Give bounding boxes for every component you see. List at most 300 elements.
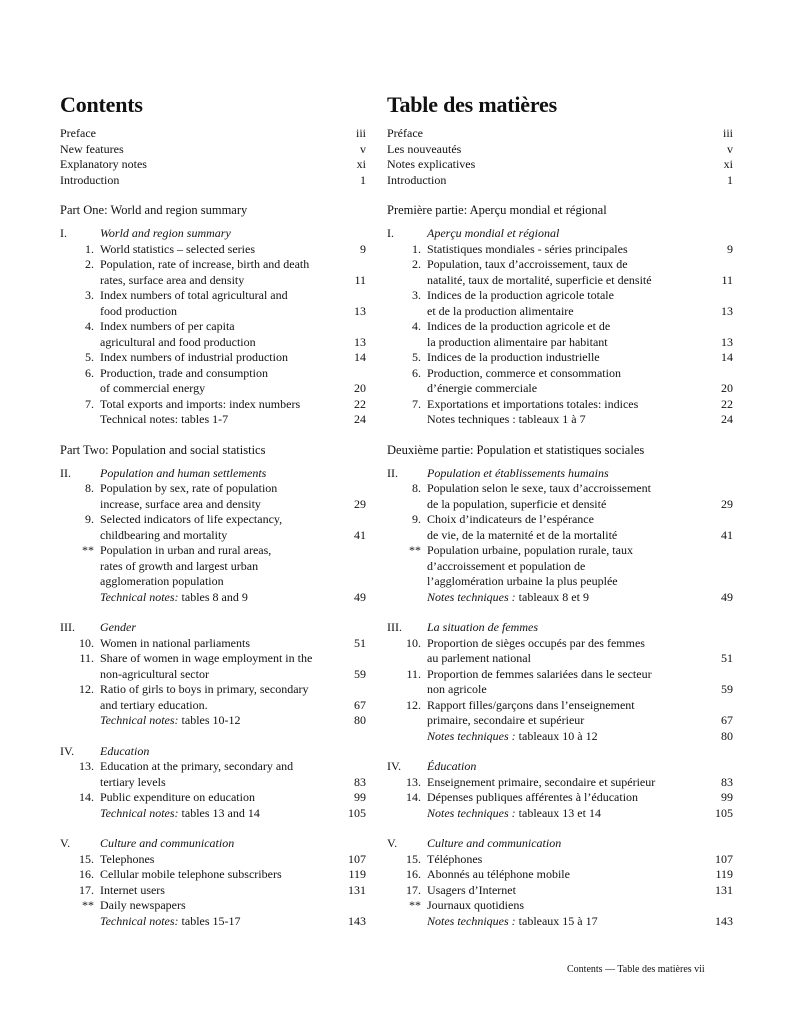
entry-number: 12. xyxy=(79,682,94,696)
toc-entry xyxy=(60,790,366,806)
technical-notes-entry xyxy=(387,729,733,745)
entry-title: Préface xyxy=(387,126,423,140)
entry-title: Introduction xyxy=(387,172,447,187)
entry-title-last-line xyxy=(427,273,733,289)
entry-number: 11. xyxy=(79,651,94,665)
section-title: World and region summary xyxy=(100,226,231,240)
page-number: 24 xyxy=(354,412,366,426)
technical-notes-tables: tableaux 10 à 12 xyxy=(515,728,598,743)
entry-body xyxy=(100,242,366,258)
entry-title-last-line xyxy=(100,397,366,413)
technical-notes-entry xyxy=(60,412,366,428)
toc-entry xyxy=(387,883,733,899)
entry-body xyxy=(427,481,733,512)
entry-number: 10. xyxy=(79,635,94,650)
page-number: 20 xyxy=(721,381,733,395)
entry-body xyxy=(427,852,733,868)
entry-title: Exportations et importations totales: indices xyxy=(427,396,639,411)
entry-title-line: Production, commerce et consommation xyxy=(427,365,621,380)
entry-title: au parlement national xyxy=(427,651,531,665)
entry-body xyxy=(427,412,733,428)
toc-entry xyxy=(387,257,733,288)
entry-title-last-line xyxy=(427,528,733,544)
entry-title-last-line xyxy=(100,350,366,366)
entry-title-last-line xyxy=(100,528,366,544)
entry-number: 10. xyxy=(406,635,421,650)
entry-title-line: Choix d’indicateurs de l’espérance xyxy=(427,512,594,526)
entry-title: New features xyxy=(60,141,124,156)
page-number: 49 xyxy=(354,589,366,604)
section-heading xyxy=(387,759,733,775)
section-number: II. xyxy=(387,465,398,480)
technical-notes-line xyxy=(100,914,366,930)
part-heading: Première partie: Aperçu mondial et régional xyxy=(387,203,607,217)
page-number: 107 xyxy=(348,851,366,866)
contents-title: Table des matières xyxy=(387,92,557,117)
entry-number: 8. xyxy=(412,481,421,495)
page-number: 41 xyxy=(354,527,366,542)
toc-entry xyxy=(60,481,366,512)
page-number: 119 xyxy=(715,867,733,881)
page-number: 105 xyxy=(715,805,733,820)
entry-body xyxy=(427,790,733,806)
toc-entry xyxy=(387,867,733,883)
toc-entry xyxy=(60,257,366,288)
section-heading xyxy=(60,744,366,760)
technical-notes-tables: tables 13 and 14 xyxy=(178,805,260,820)
entry-body xyxy=(100,806,366,822)
entry-title-line: Daily newspapers xyxy=(100,898,186,912)
entry-number-empty xyxy=(387,729,427,745)
entry-body xyxy=(100,759,366,790)
section-title: Population et établissements humains xyxy=(427,465,609,480)
section-number: I. xyxy=(60,226,67,240)
section-title: Aperçu mondial et régional xyxy=(427,226,560,240)
entry-body xyxy=(100,651,366,682)
entry-number-empty xyxy=(60,713,100,729)
technical-notes-tables: tables 15-17 xyxy=(178,913,241,928)
entry-title: et de la production alimentaire xyxy=(427,303,574,318)
front-matter-item xyxy=(60,157,366,173)
section-title: Education xyxy=(100,743,150,758)
entry-number: 17. xyxy=(79,882,94,897)
entry-title-last-line xyxy=(427,381,733,397)
entry-title-line: Education at the primary, secondary and xyxy=(100,759,294,773)
toc-entry xyxy=(387,775,733,791)
entry-body xyxy=(427,867,733,883)
page-number: 13 xyxy=(354,303,366,318)
page-number: 13 xyxy=(721,334,733,349)
entry-title: childbearing and mortality xyxy=(100,527,228,542)
page-number: 143 xyxy=(715,913,733,928)
toc-entry xyxy=(60,366,366,397)
section-heading xyxy=(60,620,366,636)
page-number: xi xyxy=(723,157,733,171)
entry-number-empty xyxy=(60,412,100,428)
entry-title-last-line xyxy=(427,335,733,351)
entry-number: 8. xyxy=(85,481,94,495)
entry-body xyxy=(427,242,733,258)
entry-title-line: Share of women in wage employment in the xyxy=(100,651,313,665)
page-number: 13 xyxy=(354,334,366,349)
entry-title-last-line xyxy=(427,883,733,899)
entry-title-line: Production, trade and consumption xyxy=(100,365,268,380)
entry-title-line: Population, rate of increase, birth and death xyxy=(100,257,310,271)
toc-entry xyxy=(60,512,366,543)
technical-notes-entry xyxy=(60,914,366,930)
section-number: V. xyxy=(387,836,398,850)
entry-number: 4. xyxy=(85,319,94,333)
page-number: 11 xyxy=(354,272,366,287)
section-number: I. xyxy=(387,226,394,240)
english-contents-column xyxy=(60,92,366,929)
toc-entry xyxy=(60,852,366,868)
front-matter-item xyxy=(60,142,366,158)
technical-notes-line xyxy=(427,914,733,930)
section-heading xyxy=(387,466,733,482)
entry-title: Introduction xyxy=(60,172,120,187)
entry-title: World statistics – selected series xyxy=(100,241,255,256)
front-matter-item xyxy=(387,173,733,189)
entry-title: Cellular mobile telephone subscribers xyxy=(100,867,282,881)
front-matter-item xyxy=(387,142,733,158)
entry-number: 13. xyxy=(406,774,421,789)
page-number: 51 xyxy=(721,651,733,665)
section-title: Gender xyxy=(100,620,136,634)
entry-title: d’énergie commerciale xyxy=(427,381,538,395)
page-number: 22 xyxy=(721,396,733,411)
technical-notes-tables: tables 10-12 xyxy=(178,713,241,727)
entry-title-last-line xyxy=(100,852,366,868)
entry-title-last-line xyxy=(427,242,733,258)
entry-body xyxy=(100,636,366,652)
entry-title-line: Population selon le sexe, taux d’accroissement xyxy=(427,481,651,495)
entry-number: 3. xyxy=(412,288,421,302)
toc-entry xyxy=(387,852,733,868)
entry-title-line: Journaux quotidiens xyxy=(427,898,524,912)
entry-number: 5. xyxy=(85,350,94,364)
section-number: III. xyxy=(387,620,402,634)
part-heading: Part One: World and region summary xyxy=(60,203,248,217)
toc-entry xyxy=(60,883,366,899)
entry-number: 9. xyxy=(412,512,421,526)
entry-title: Technical notes: tables 1-7 xyxy=(100,412,229,426)
entry-title: agricultural and food production xyxy=(100,334,256,349)
entry-title-last-line xyxy=(100,867,366,883)
part-heading: Part Two: Population and social statistics xyxy=(60,442,266,457)
entry-body xyxy=(427,350,733,366)
entry-body xyxy=(100,350,366,366)
technical-notes-entry xyxy=(387,914,733,930)
page-number: 29 xyxy=(354,496,366,511)
entry-title: Les nouveautés xyxy=(387,141,462,156)
entry-number: 2. xyxy=(412,257,421,271)
page-number: 13 xyxy=(721,303,733,318)
page-number: 24 xyxy=(721,412,733,426)
entry-number: 11. xyxy=(406,666,421,681)
page-number: 131 xyxy=(715,882,733,897)
entry-number: 15. xyxy=(406,851,421,866)
entry-body xyxy=(427,914,733,930)
entry-title-line: Rapport filles/garçons dans l’enseignement xyxy=(427,697,635,712)
toc-entry xyxy=(387,636,733,667)
entry-title-line: l’agglomération urbaine la plus peuplée xyxy=(427,574,618,588)
entry-title-line: Proportion de femmes salariées dans le secteur xyxy=(427,666,652,681)
front-matter-item xyxy=(60,126,366,142)
entry-title: Preface xyxy=(60,126,96,140)
toc-entry xyxy=(387,512,733,543)
entry-title-line: Index numbers of per capita xyxy=(100,319,235,333)
toc-entry xyxy=(60,543,366,590)
entry-title: primaire, secondaire et supérieur xyxy=(427,713,585,727)
entry-body xyxy=(100,288,366,319)
section-title: Culture and communication xyxy=(427,836,562,850)
entry-body xyxy=(427,898,733,914)
entry-title-line: Selected indicators of life expectancy, xyxy=(100,512,283,526)
entry-title: tertiary levels xyxy=(100,774,166,789)
entry-number: 12. xyxy=(406,697,421,712)
entry-body xyxy=(427,636,733,667)
entry-title-last-line xyxy=(100,636,366,652)
entry-title-last-line xyxy=(100,667,366,683)
entry-body xyxy=(100,713,366,729)
page-number: 80 xyxy=(721,728,733,743)
entry-number-empty xyxy=(387,806,427,822)
front-matter-item xyxy=(387,157,733,173)
entry-title-last-line xyxy=(100,242,366,258)
page-number: 83 xyxy=(354,774,366,789)
entry-number-empty xyxy=(387,914,427,930)
entry-body xyxy=(100,682,366,713)
entry-number: ** xyxy=(82,898,94,912)
entry-body xyxy=(427,543,733,590)
entry-title-line: Population urbaine, population rurale, taux xyxy=(427,543,633,557)
toc-entry xyxy=(387,397,733,413)
page-number: 107 xyxy=(715,851,733,866)
entry-number: 16. xyxy=(79,867,94,881)
page-number: 99 xyxy=(721,790,733,804)
part-heading: Deuxième partie: Population et statistiques sociales xyxy=(387,442,645,457)
technical-notes-label: Notes techniques : xyxy=(427,728,516,743)
toc-entry xyxy=(60,898,366,914)
entry-title-line: Population, taux d’accroissement, taux de xyxy=(427,257,628,271)
section-title: La situation de femmes xyxy=(427,620,538,634)
entry-body xyxy=(427,698,733,729)
entry-title: Women in national parliaments xyxy=(100,635,250,650)
entry-title: Public expenditure on education xyxy=(100,790,255,804)
entry-title-last-line xyxy=(100,883,366,899)
entry-title: Notes techniques : tableaux 1 à 7 xyxy=(427,412,586,426)
entry-number: 6. xyxy=(85,365,94,380)
entry-body xyxy=(100,319,366,350)
entry-body xyxy=(427,319,733,350)
page-number: 67 xyxy=(354,697,366,712)
entry-title-line: agglomeration population xyxy=(100,574,224,588)
entry-title-line: Ratio of girls to boys in primary, secondary xyxy=(100,682,309,696)
entry-body xyxy=(427,806,733,822)
entry-title: Indices de la production industrielle xyxy=(427,350,600,364)
entry-number: ** xyxy=(82,543,94,557)
entry-title: Téléphones xyxy=(427,851,483,866)
page-number: 59 xyxy=(354,666,366,681)
entry-number: 1. xyxy=(85,241,94,256)
technical-notes-tables: tableaux 8 et 9 xyxy=(515,589,589,604)
technical-notes-tables: tableaux 15 à 17 xyxy=(515,913,598,928)
technical-notes-label: Technical notes: xyxy=(100,589,179,604)
technical-notes-entry xyxy=(60,590,366,606)
entry-number: 17. xyxy=(406,882,421,897)
entry-number: 2. xyxy=(85,257,94,271)
entry-body xyxy=(100,257,366,288)
section-title: Éducation xyxy=(427,759,477,773)
entry-title: Abonnés au téléphone mobile xyxy=(427,867,570,881)
entry-title-last-line xyxy=(100,497,366,513)
entry-title-line: Index numbers of total agricultural and xyxy=(100,288,288,302)
entry-title: Enseignement primaire, secondaire et supérieur xyxy=(427,774,656,789)
section-number: IV. xyxy=(60,743,75,758)
entry-number: 1. xyxy=(412,241,421,256)
page-number: 1 xyxy=(360,172,366,187)
toc-entry xyxy=(60,651,366,682)
entry-title xyxy=(427,806,601,822)
entry-title: Telephones xyxy=(100,851,155,866)
section-number: IV. xyxy=(387,759,402,773)
toc-entry xyxy=(60,242,366,258)
entry-number: 16. xyxy=(406,867,421,881)
entry-body xyxy=(100,543,366,590)
entry-title xyxy=(427,590,589,606)
technical-notes-label: Notes techniques : xyxy=(427,805,516,820)
page-number: 14 xyxy=(721,350,733,364)
entry-number-empty xyxy=(60,914,100,930)
entry-title-last-line xyxy=(100,304,366,320)
entry-title-last-line xyxy=(100,790,366,806)
entry-title-line: rates of growth and largest urban xyxy=(100,558,259,573)
toc-entry xyxy=(387,481,733,512)
entry-title xyxy=(100,914,241,930)
page-footer: Contents — Table des matières vii xyxy=(567,964,705,975)
entry-number: 6. xyxy=(412,365,421,380)
entry-title-last-line xyxy=(427,775,733,791)
toc-entry xyxy=(60,397,366,413)
entry-title xyxy=(100,713,241,729)
entry-body xyxy=(100,852,366,868)
entry-number: ** xyxy=(409,898,421,912)
entry-title: of commercial energy xyxy=(100,381,206,395)
entry-title: Total exports and imports: index numbers xyxy=(100,396,301,411)
entry-title xyxy=(427,914,598,930)
section-heading xyxy=(387,620,733,636)
entry-body xyxy=(427,397,733,413)
section-heading xyxy=(60,836,366,852)
entry-title: de la population, superficie et densité xyxy=(427,496,607,511)
entry-title: food production xyxy=(100,303,177,318)
page-number: 41 xyxy=(721,527,733,542)
toc-entry xyxy=(60,319,366,350)
toc-entry xyxy=(387,543,733,590)
entry-body xyxy=(427,257,733,288)
page-number: 29 xyxy=(721,496,733,511)
entry-body xyxy=(100,790,366,806)
entry-title: rates, surface area and density xyxy=(100,272,245,287)
entry-title-last-line xyxy=(427,497,733,513)
entry-title-line: Indices de la production agricole et de xyxy=(427,319,611,333)
section-number: V. xyxy=(60,836,71,850)
page-number: v xyxy=(727,141,733,156)
entry-body xyxy=(100,867,366,883)
entry-title-last-line xyxy=(100,381,366,397)
section-number: II. xyxy=(60,465,71,480)
technical-notes-line xyxy=(100,713,366,729)
entry-body xyxy=(427,883,733,899)
entry-body xyxy=(100,590,366,606)
entry-title-line: Population in urban and rural areas, xyxy=(100,543,272,557)
entry-number-empty xyxy=(60,806,100,822)
page-number: v xyxy=(360,141,366,156)
entry-number: ** xyxy=(409,543,421,557)
entry-title: Statistiques mondiales - séries principales xyxy=(427,241,628,256)
toc-entry xyxy=(387,366,733,397)
toc-entry xyxy=(60,636,366,652)
entry-body xyxy=(427,366,733,397)
entry-title: natalité, taux de mortalité, superficie et densité xyxy=(427,272,652,287)
page-number: 105 xyxy=(348,805,366,820)
entry-number-empty xyxy=(387,590,427,606)
technical-notes-line xyxy=(427,729,733,745)
entry-title xyxy=(427,729,598,745)
entry-body xyxy=(427,590,733,606)
entry-title: non-agricultural sector xyxy=(100,666,209,681)
toc-entry xyxy=(60,759,366,790)
toc-entry xyxy=(60,288,366,319)
page-number: 11 xyxy=(721,272,733,287)
front-matter-item xyxy=(387,126,733,142)
entry-body xyxy=(100,883,366,899)
technical-notes-entry xyxy=(387,590,733,606)
entry-number: 5. xyxy=(412,350,421,364)
entry-body xyxy=(100,397,366,413)
page-number: 67 xyxy=(721,713,733,727)
section-number: III. xyxy=(60,620,75,634)
entry-title xyxy=(100,806,260,822)
entry-number: 4. xyxy=(412,319,421,333)
page-number: 22 xyxy=(354,396,366,411)
technical-notes-line xyxy=(427,412,733,428)
entry-number: 9. xyxy=(85,512,94,526)
entry-title-last-line xyxy=(100,335,366,351)
page-number: iii xyxy=(355,126,366,140)
entry-number: 3. xyxy=(85,288,94,302)
toc-entry xyxy=(387,898,733,914)
toc-entry xyxy=(60,350,366,366)
technical-notes-label: Notes techniques : xyxy=(427,913,516,928)
page-number: 131 xyxy=(348,882,366,897)
technical-notes-line xyxy=(100,590,366,606)
entry-title: Index numbers of industrial production xyxy=(100,350,288,364)
entry-number-empty xyxy=(387,412,427,428)
entry-body xyxy=(427,512,733,543)
page-number: iii xyxy=(722,126,733,140)
section-heading xyxy=(60,466,366,482)
entry-title-last-line xyxy=(427,713,733,729)
entry-title: increase, surface area and density xyxy=(100,496,261,511)
entry-title: non agricole xyxy=(427,682,487,696)
entry-title xyxy=(100,590,248,606)
entry-title-last-line xyxy=(427,852,733,868)
entry-title-last-line xyxy=(100,775,366,791)
toc-entry xyxy=(387,790,733,806)
entry-title-line: d’accroissement et population de xyxy=(427,558,586,573)
